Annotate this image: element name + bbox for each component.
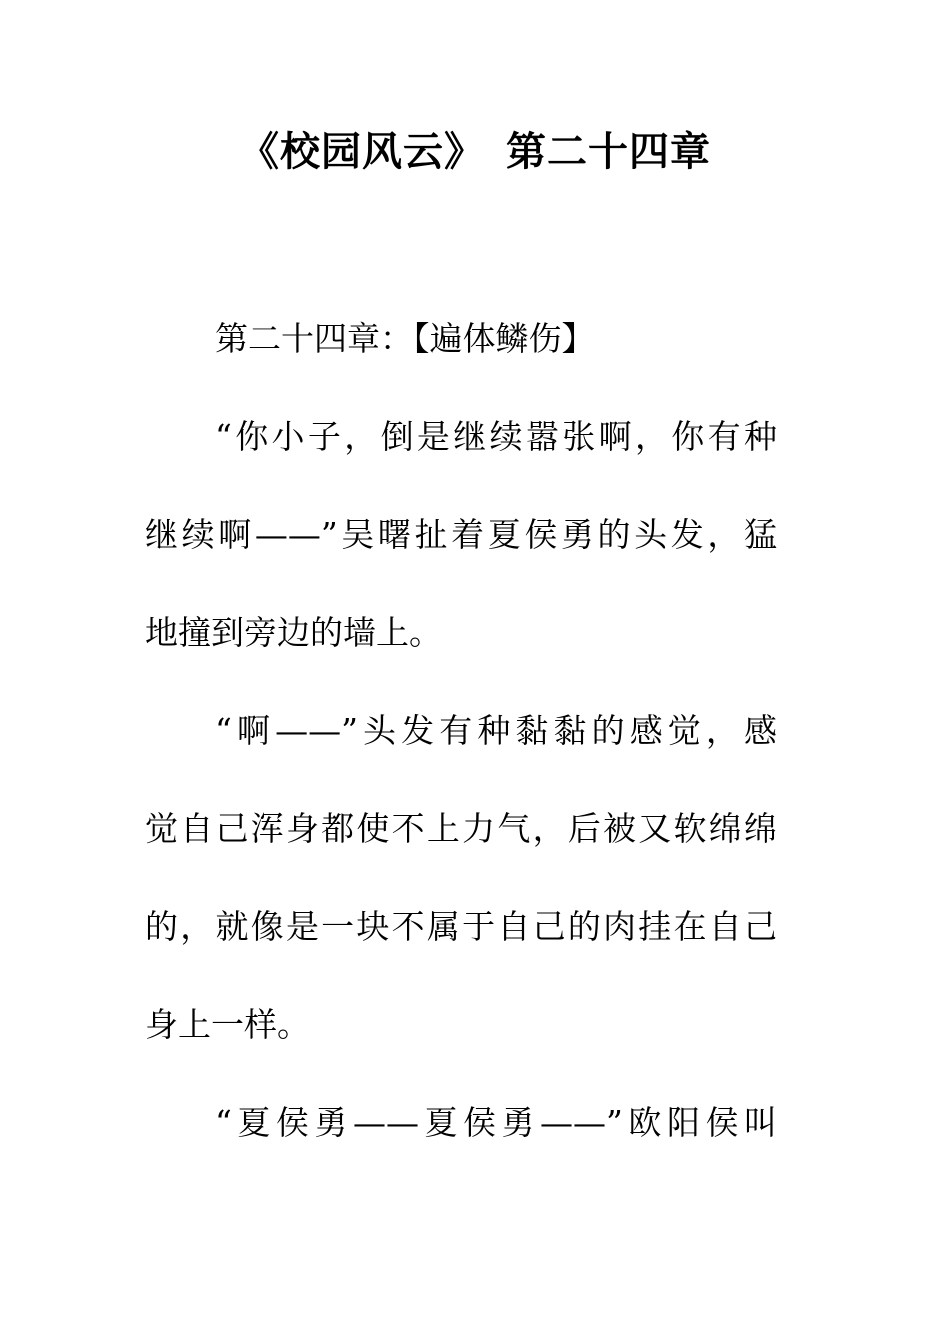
text-line: “夏侯勇——夏侯勇——”欧阳侯叫 <box>215 1103 777 1142</box>
chapter-heading: 第二十四章：【遍体鳞伤】 <box>215 319 595 358</box>
text-line: “你小子，倒是继续嚣张啊，你有种 <box>215 417 777 456</box>
text-line: 觉自己浑身都使不上力气，后被又软绵绵 <box>145 809 777 848</box>
text-line: 地撞到旁边的墙上。 <box>145 613 442 652</box>
document-body <box>145 290 777 1172</box>
text-line: 身上一样。 <box>145 1005 310 1044</box>
text-line: 的，就像是一块不属于自己的肉挂在自己 <box>145 907 777 946</box>
text-line: “啊——”头发有种黏黏的感觉，感 <box>215 711 777 750</box>
document-title: 《校园风云》 第二十四章 <box>239 128 711 175</box>
text-line: 继续啊——”吴曙扯着夏侯勇的头发，猛 <box>145 515 777 554</box>
